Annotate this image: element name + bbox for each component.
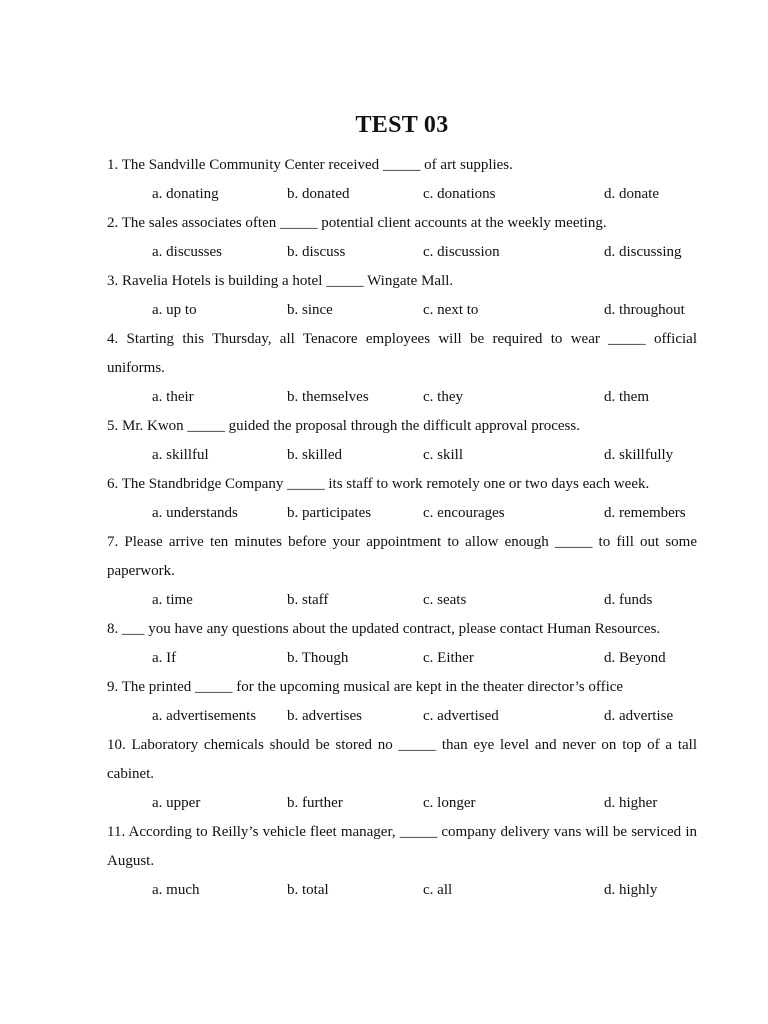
option-a: a. their xyxy=(152,389,194,405)
option-d: d. them xyxy=(604,389,649,405)
option-a: a. discusses xyxy=(152,244,222,260)
option-d: d. donate xyxy=(604,186,659,202)
question-stem: 9. The printed _____ for the upcoming musical are kept in the theater director’s office xyxy=(107,679,624,695)
option-d: d. throughout xyxy=(604,302,685,318)
question-stem: 6. The Standbridge Company _____ its staff to work remotely one or two days each week. xyxy=(107,476,650,492)
question-2 xyxy=(107,209,697,267)
option-a: a. time xyxy=(152,592,193,608)
option-a: a. much xyxy=(152,882,200,898)
option-c: c. donations xyxy=(423,186,496,202)
option-b: b. advertises xyxy=(287,708,362,724)
option-a: a. skillful xyxy=(152,447,209,463)
option-b: b. total xyxy=(287,882,329,898)
answer-options xyxy=(107,180,697,209)
question-1 xyxy=(107,151,697,209)
answer-options xyxy=(107,586,697,615)
question-5 xyxy=(107,412,697,470)
option-c: c. advertised xyxy=(423,708,499,724)
question-stem: 5. Mr. Kwon _____ guided the proposal through the difficult approval process. xyxy=(107,418,580,434)
option-a: a. upper xyxy=(152,795,201,811)
option-b: b. themselves xyxy=(287,389,369,405)
option-c: c. longer xyxy=(423,795,476,811)
answer-options xyxy=(107,296,697,325)
option-d: d. funds xyxy=(604,592,653,608)
question-stem: 11. According to Reilly’s vehicle fleet manager, _____ company delivery vans will be serviced in August. xyxy=(107,824,697,869)
question-9 xyxy=(107,673,697,731)
option-c: c. discussion xyxy=(423,244,500,260)
question-stem: 8. ___ you have any questions about the updated contract, please contact Human Resources. xyxy=(107,621,661,637)
question-8 xyxy=(107,615,697,673)
question-stem: 1. The Sandville Community Center received _____ of art supplies. xyxy=(107,157,513,173)
option-b: b. participates xyxy=(287,505,372,521)
option-d: d. higher xyxy=(604,795,658,811)
option-d: d. skillfully xyxy=(604,447,674,463)
option-c: c. Either xyxy=(423,650,474,666)
question-stem: 2. The sales associates often _____ potential client accounts at the weekly meeting. xyxy=(107,215,607,231)
option-d: d. Beyond xyxy=(604,650,666,666)
option-a: a. donating xyxy=(152,186,219,202)
option-a: a. If xyxy=(152,650,177,666)
question-3 xyxy=(107,267,697,325)
option-b: b. since xyxy=(287,302,333,318)
option-b: b. staff xyxy=(287,592,329,608)
answer-options xyxy=(107,702,697,731)
answer-options xyxy=(107,499,697,528)
answer-options xyxy=(107,383,697,412)
question-stem: 4. Starting this Thursday, all Tenacore employees will be required to wear _____ official uniforms. xyxy=(107,331,697,376)
option-b: b. further xyxy=(287,795,343,811)
option-c: c. they xyxy=(423,389,463,405)
option-b: b. discuss xyxy=(287,244,346,260)
option-b: b. skilled xyxy=(287,447,342,463)
question-stem: 10. Laboratory chemicals should be stored no _____ than eye level and never on top of a tall cabinet. xyxy=(107,737,697,782)
question-6 xyxy=(107,470,697,528)
answer-options xyxy=(107,441,697,470)
question-10 xyxy=(107,731,697,818)
answer-options xyxy=(107,876,697,905)
option-a: a. understands xyxy=(152,505,238,521)
option-d: d. advertise xyxy=(604,708,674,724)
option-b: b. donated xyxy=(287,186,350,202)
question-7 xyxy=(107,528,697,615)
option-a: a. up to xyxy=(152,302,197,318)
question-stem: 7. Please arrive ten minutes before your appointment to allow enough _____ to fill out some paperwork. xyxy=(107,534,697,579)
option-c: c. skill xyxy=(423,447,463,463)
answer-options xyxy=(107,238,697,267)
option-b: b. Though xyxy=(287,650,349,666)
test-document xyxy=(107,108,697,905)
option-d: d. remembers xyxy=(604,505,686,521)
option-c: c. next to xyxy=(423,302,479,318)
option-c: c. seats xyxy=(423,592,467,608)
answer-options xyxy=(107,644,697,673)
answer-options xyxy=(107,789,697,818)
option-d: d. highly xyxy=(604,882,658,898)
question-11 xyxy=(107,818,697,905)
page-title: TEST 03 xyxy=(355,112,449,138)
option-c: c. all xyxy=(423,882,453,898)
question-stem: 3. Ravelia Hotels is building a hotel _____ Wingate Mall. xyxy=(107,273,454,289)
option-a: a. advertisements xyxy=(152,708,257,724)
question-4 xyxy=(107,325,697,412)
option-c: c. encourages xyxy=(423,505,505,521)
option-d: d. discussing xyxy=(604,244,682,260)
